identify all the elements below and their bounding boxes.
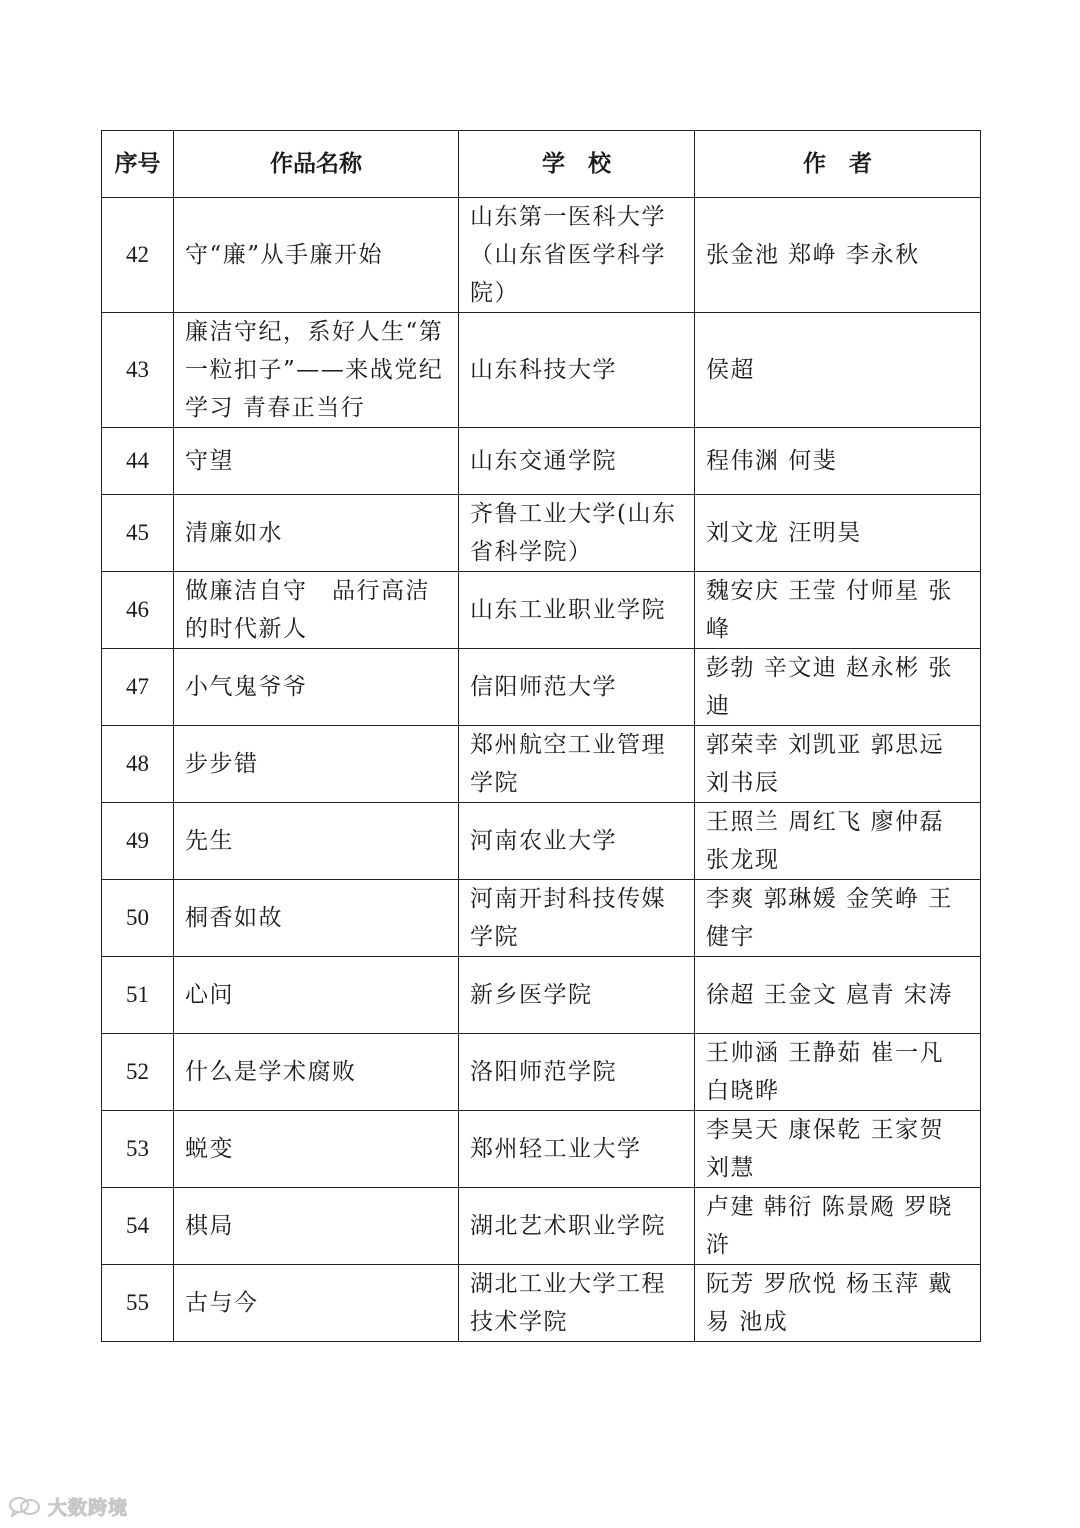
table-row	[102, 1188, 981, 1265]
row-school: 信阳师范大学	[459, 649, 695, 726]
row-number: 43	[102, 313, 174, 428]
table-row	[102, 313, 981, 428]
table-row	[102, 1265, 981, 1342]
row-author: 王照兰 周红飞 廖仲磊 张龙现	[695, 803, 981, 880]
row-author: 刘文龙 汪明昊	[695, 495, 981, 572]
row-author: 卢建 韩衍 陈景飏 罗晓浒	[695, 1188, 981, 1265]
row-school: 河南农业大学	[459, 803, 695, 880]
row-number: 55	[102, 1265, 174, 1342]
row-title: 棋局	[174, 1188, 459, 1265]
row-number: 53	[102, 1111, 174, 1188]
table-row	[102, 572, 981, 649]
row-number: 45	[102, 495, 174, 572]
row-author: 徐超 王金文 扈青 宋涛	[695, 957, 981, 1034]
table-row	[102, 1111, 981, 1188]
row-title: 守望	[174, 428, 459, 495]
row-number: 44	[102, 428, 174, 495]
table-row	[102, 726, 981, 803]
row-number: 42	[102, 198, 174, 313]
row-title: 步步错	[174, 726, 459, 803]
row-number: 47	[102, 649, 174, 726]
row-author: 郭荣幸 刘凯亚 郭思远 刘书辰	[695, 726, 981, 803]
table-row	[102, 198, 981, 313]
header-title: 作品名称	[174, 131, 459, 198]
row-author: 王帅涵 王静茹 崔一凡 白晓晔	[695, 1034, 981, 1111]
row-school: 山东交通学院	[459, 428, 695, 495]
row-title: 古与今	[174, 1265, 459, 1342]
row-author: 李昊天 康保乾 王家贺 刘慧	[695, 1111, 981, 1188]
table-row	[102, 649, 981, 726]
row-school: 湖北艺术职业学院	[459, 1188, 695, 1265]
row-number: 51	[102, 957, 174, 1034]
table-row	[102, 495, 981, 572]
row-title: 守“廉”从手廉开始	[174, 198, 459, 313]
row-author: 侯超	[695, 313, 981, 428]
table-header-row	[102, 131, 981, 198]
row-school: 山东第一医科大学（山东省医学科学院）	[459, 198, 695, 313]
row-author: 魏安庆 王莹 付师星 张峰	[695, 572, 981, 649]
row-author: 程伟渊 何斐	[695, 428, 981, 495]
row-title: 心问	[174, 957, 459, 1034]
award-table	[101, 130, 981, 1342]
row-school: 洛阳师范学院	[459, 1034, 695, 1111]
row-title: 蜕变	[174, 1111, 459, 1188]
row-title: 小气鬼爷爷	[174, 649, 459, 726]
row-title: 做廉洁自守 品行高洁的时代新人	[174, 572, 459, 649]
row-title: 清廉如水	[174, 495, 459, 572]
row-author: 张金池 郑峥 李永秋	[695, 198, 981, 313]
row-author: 李爽 郭琳媛 金笑峥 王健宇	[695, 880, 981, 957]
row-title: 廉洁守纪，系好人生“第一粒扣子”——来战党纪学习 青春正当行	[174, 313, 459, 428]
row-school: 山东工业职业学院	[459, 572, 695, 649]
row-school: 郑州航空工业管理学院	[459, 726, 695, 803]
table-row	[102, 1034, 981, 1111]
row-school: 新乡医学院	[459, 957, 695, 1034]
row-author: 彭勃 辛文迪 赵永彬 张迪	[695, 649, 981, 726]
row-title: 桐香如故	[174, 880, 459, 957]
table-row	[102, 957, 981, 1034]
row-title: 什么是学术腐败	[174, 1034, 459, 1111]
row-title: 先生	[174, 803, 459, 880]
watermark-text: 大数跨境	[48, 1496, 129, 1519]
row-number: 46	[102, 572, 174, 649]
row-author: 阮芳 罗欣悦 杨玉萍 戴易 池成	[695, 1265, 981, 1342]
table-row	[102, 428, 981, 495]
row-number: 52	[102, 1034, 174, 1111]
header-author: 作 者	[695, 131, 981, 198]
row-school: 河南开封科技传媒学院	[459, 880, 695, 957]
watermark	[8, 1490, 128, 1522]
table-row	[102, 880, 981, 957]
row-school: 郑州轻工业大学	[459, 1111, 695, 1188]
speech-bubbles-icon	[8, 1495, 42, 1517]
row-school: 山东科技大学	[459, 313, 695, 428]
row-number: 50	[102, 880, 174, 957]
table-row	[102, 803, 981, 880]
row-number: 54	[102, 1188, 174, 1265]
row-school: 齐鲁工业大学(山东省科学院）	[459, 495, 695, 572]
header-number: 序号	[102, 131, 174, 198]
row-number: 49	[102, 803, 174, 880]
header-school: 学 校	[459, 131, 695, 198]
row-school: 湖北工业大学工程技术学院	[459, 1265, 695, 1342]
row-number: 48	[102, 726, 174, 803]
